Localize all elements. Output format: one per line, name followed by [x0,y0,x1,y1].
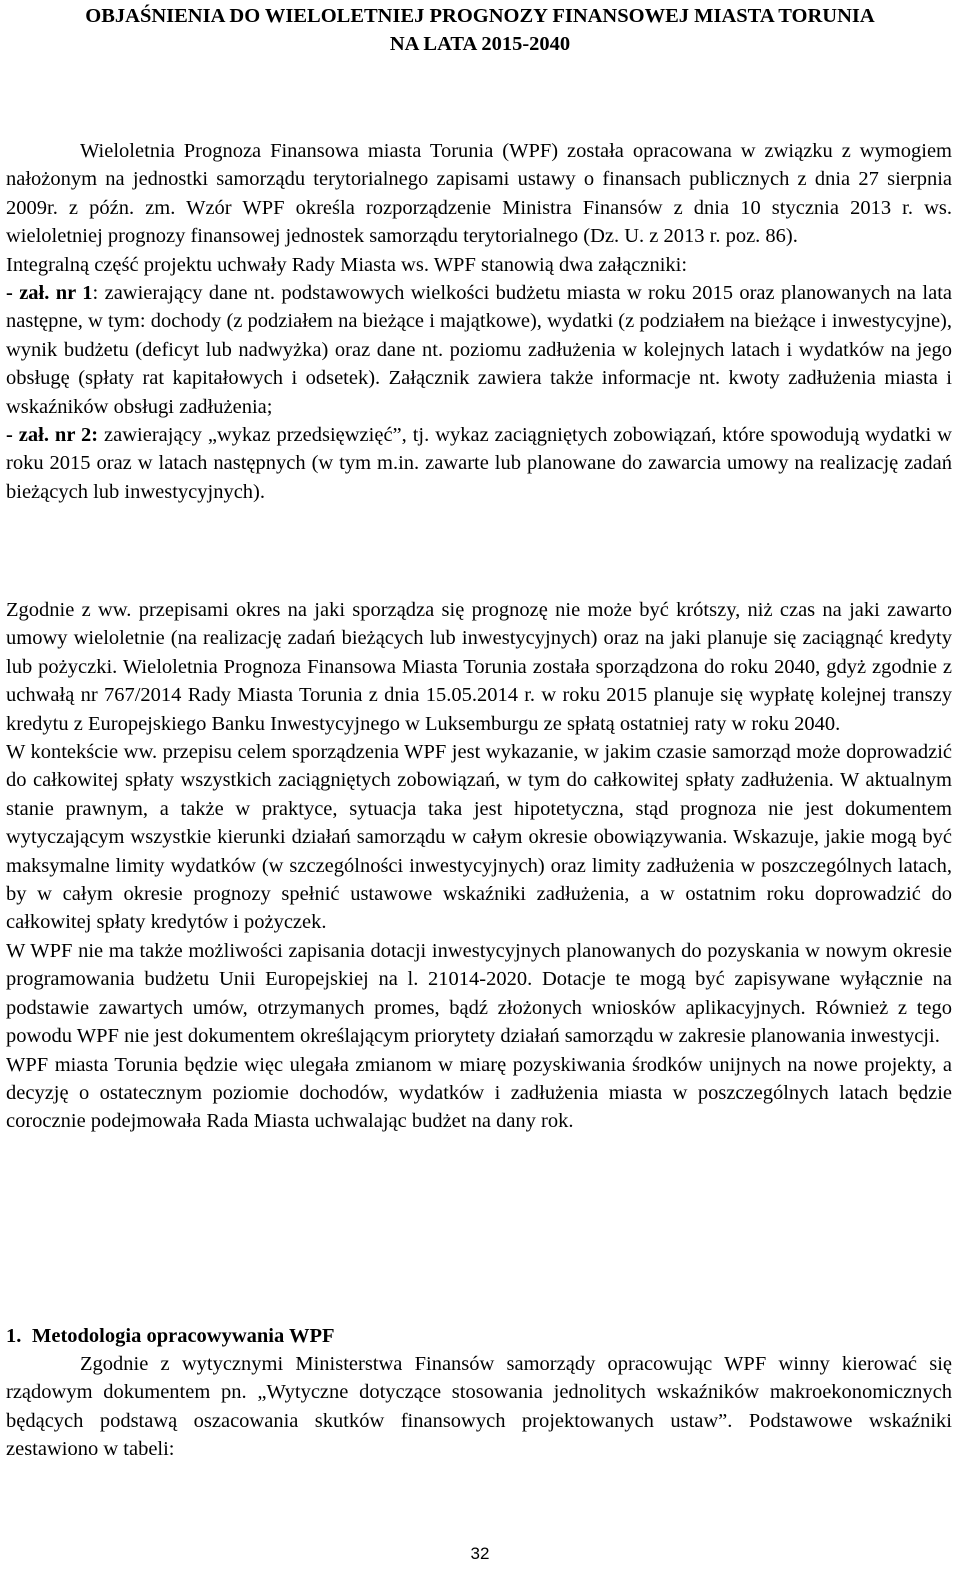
section-1-title: Metodologia opracowywania WPF [32,1325,335,1347]
attachment-2-label: - zał. nr 2: [6,424,99,447]
intro-paragraph: Wieloletnia Prognoza Finansowa miasta Torunia (WPF) została opracowana w związku z wymogiem nałożonym na jednostki samorządu terytorialnego zapisami ustawy o finansach publicznych z dnia 27 sierpnia 2009r. z późn. zm. Wzór WPF określa rozporządzenie Ministra Finansów z dnia 10 stycznia 2013 r. ws. wieloletniej prognozy finansowej jednostek samorządu terytorialnego (Dz. U. z 2013 r. poz. 86). [6,140,952,248]
section-1-heading [6,1322,335,1350]
body-paragraph-1: Zgodnie z ww. przepisami okres na jaki sporządza się prognozę nie może być krótszy, niż czas na jaki zawarto umowy wieloletnie (na realizację zadań bieżących lub inwestycyjnych) oraz na jaki planuje się zaciągnąć kredyty lub pożyczki. Wieloletnia Prognoza Finansowa Miasta Torunia została sporządzona do roku 2040, gdyż zgodnie z uchwałą nr 767/2014 Rady Miasta Torunia z dnia 15.05.2014 r. w roku 2015 planuje się wypłatę kolejnej transzy kredytu z Europejskiego Banku Inwestycyjnego w Luksemburgu ze spłatą ostatniej raty w roku 2040. [6,599,952,735]
document-title-line-2: NA LATA 2015-2040 [389,33,571,55]
page-number: 32 [470,1544,490,1563]
attachment-1-text: : zawierający dane nt. podstawowych wielkości budżetu miasta w roku 2015 oraz planowanych na lata następne, w tym: dochody (z podziałem na bieżące i majątkowe), wydatki (z podziałem na bieżące i inwestycyjne), wynik budżetu (deficyt lub nadwyżka) oraz dane nt. poziomu zadłużenia w kolejnych latach i wydatków na jego obsługę (spłaty rat kapitałowych i odsetek). Załącznik zawiera także informacje nt. kwoty zadłużenia miasta i wskaźników obsługi zadłużenia; [6,282,952,418]
body-section [6,596,952,1136]
attachment-1-item [6,279,952,421]
attachment-2-text: zawierający „wykaz przedsięwzięć”, tj. wykaz zaciągniętych zobowiązań, które spowodują wydatki w roku 2015 oraz w latach następnych (w tym m.in. zawarte lub planowane do zawarcia umowy na realizację zadań bieżących lub inwestycyjnych). [6,424,952,503]
attachment-2-item [6,421,952,506]
attachment-1-label: - zał. nr 1 [6,282,93,305]
body-paragraph-4: WPF miasta Torunia będzie więc ulegała zmianom w miarę pozyskiwania środków unijnych na nowe projekty, a decyzję o ostatecznym poziomie dochodów, wydatków i zadłużenia miasta w poszczególnych latach będzie corocznie podejmowała Rada Miasta uchwalając budżet na dany rok. [6,1053,952,1133]
section-1-paragraph: Zgodnie z wytycznymi Ministerstwa Finansów samorządy opracowując WPF winny kierować się rządowym dokumentem pn. „Wytyczne dotyczące stosowania jednolitych wskaźników makroekonomicznych będących podstawą oszacowania skutków finansowych projektowanych ustaw”. Podstawowe wskaźniki zestawiono w tabeli: [6,1353,952,1461]
attachments-intro: Integralną część projektu uchwały Rady Miasta ws. WPF stanowią dwa załączniki: [6,253,688,276]
section-1-body [6,1350,952,1464]
document-title-line-1: OBJAŚNIENIA DO WIELOLETNIEJ PROGNOZY FINANSOWEJ MIASTA TORUNIA [85,5,875,27]
body-paragraph-2: W kontekście ww. przepisu celem sporządzenia WPF jest wykazanie, w jakim czasie samorząd może doprowadzić do całkowitej spłaty wszystkich zaciągniętych zobowiązań, w tym do całkowitej spłaty zadłużenia. W aktualnym stanie prawnym, a także w praktyce, sytuacja taka jest hipotetyczna, stąd prognoza nie jest dokumentem wytyczającym wszystkie kierunki działań samorządu w całym okresie obowiązywania. Wskazuje, jakie mogą być maksymalne limity wydatków (w szczególności inwestycyjnych) oraz limity zadłużenia w poszczególnych latach, by w całym okresie prognozy spełnić ustawowe wskaźniki zadłużenia, a w ostatnim roku doprowadzić do całkowitej spłaty kredytów i pożyczek. [6,741,952,934]
intro-section [6,137,952,506]
body-paragraph-3: W WPF nie ma także możliwości zapisania dotacji inwestycyjnych planowanych do pozyskania w nowym okresie programowania budżetu Unii Europejskiej na l. 21014-2020. Dotacje te mogą być zapisywane wyłącznie na podstawie zawartych umów, otrzymanych promes, bądź złożonych wniosków aplikacyjnych. Również z tego powodu WPF nie jest dokumentem określającym priorytety działań samorządu w zakresie planowania inwestycji. [6,939,952,1048]
section-1-number: 1. [6,1325,22,1347]
